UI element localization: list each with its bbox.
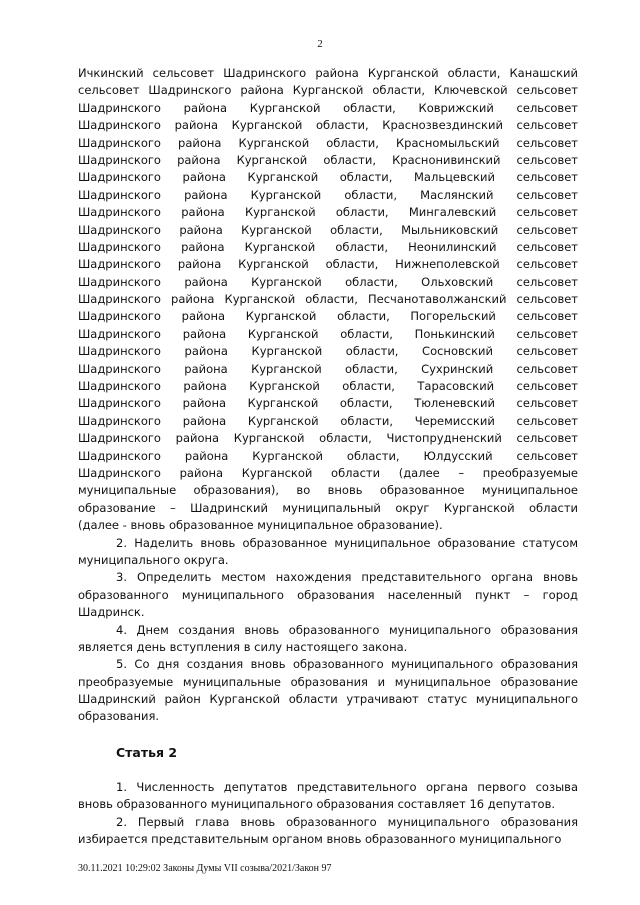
paragraph [78,535,578,570]
paragraph [78,779,578,814]
text-line: вновь образованного муниципального образования составляет 16 депутатов. [78,797,556,812]
text-line: Шадринского района Курганской области, Маслянский сельсовет [78,187,578,202]
text-line: муниципальные образования), во вновь образованное муниципальное [78,483,578,498]
text-line: Шадринск. [78,605,145,620]
text-line: 1. Численность депутатов представительного органа первого созыва [116,779,578,794]
text-line: Шадринского района Курганской области, Мальцевский сельсовет [78,170,578,185]
text-line: (далее - вновь образованное муниципальное образование). [78,518,443,533]
text-line: сельсовет Шадринского района Курганской области, Ключевской сельсовет [78,83,578,98]
text-line: муниципального округа. [78,552,229,567]
text-line: избирается представительным органом вновь образованного муниципального [78,832,562,847]
text-line: Шадринского района Курганской области, Тюленевский сельсовет [78,396,578,411]
text-line: Шадринского района Курганской области, Неонилинский сельсовет [78,239,578,254]
article-1-continuation [78,65,578,535]
text-line: Шадринского района Курганской области, Ольховский сельсовет [78,274,578,289]
document-body [78,65,578,848]
text-line: Шадринского района Курганской области, Нижнеполевской сельсовет [78,257,578,272]
text-line: Шадринского района Курганской области, Погорельский сельсовет [78,309,578,324]
text-line: Ичкинский сельсовет Шадринского района Курганской области, Канашский [78,66,578,80]
paragraph [78,569,578,621]
text-line: Шадринского района Курганской области, Песчанотаволжанский сельсовет [78,292,578,307]
text-line: 5. Со дня создания вновь образованного муниципального образования [116,657,578,672]
text-line: 2. Первый глава вновь образованного муниципального образования [116,814,578,829]
text-line: 4. Днем создания вновь образованного муниципального образования [116,622,578,637]
text-line: Шадринского района Курганской области, Сухринский сельсовет [78,361,578,376]
text-line: Шадринского района Курганской области, Тарасовский сельсовет [78,379,578,394]
text-line: образование – Шадринский муниципальный округ Курганской области [78,500,578,515]
text-line: 3. Определить местом нахождения представительного органа вновь [116,570,578,585]
text-line: образования. [78,709,160,724]
text-line: Шадринского района Курганской области, Краснонивинский сельсовет [78,152,578,167]
text-line: преобразуемые муниципальные образования и муниципальное образование [78,674,578,689]
page-number: 2 [317,38,323,50]
text-line: Шадринского района Курганской области, Мингалевский сельсовет [78,205,578,220]
article-1-paragraphs [78,535,578,726]
text-line: Шадринского района Курганской области, Коврижский сельсовет [78,100,578,115]
text-line: Шадринского района Курганской области, Мыльниковский сельсовет [78,222,578,237]
paragraph [78,814,578,849]
paragraph [78,656,578,726]
text-line: 2. Наделить вновь образованное муниципальное образование статусом [116,535,578,550]
text-line: Шадринского района Курганской области, Красномыльский сельсовет [78,135,578,150]
text-line: Шадринского района Курганской области, Сосновский сельсовет [78,344,578,359]
text-line: Шадринского района Курганской области, Юлдусский сельсовет [78,448,578,463]
text-line: Шадринского района Курганской области, Чистопрудненский сельсовет [78,431,578,446]
text-line: Шадринского района Курганской области (далее – преобразуемые [78,465,578,480]
text-line: Шадринского района Курганской области, Краснозвездинский сельсовет [78,118,578,133]
text-line: Шадринский район Курганской области утрачивают статус муниципального [78,692,578,707]
text-line: образованного муниципального образования населенный пункт – город [78,587,578,602]
article-2-paragraphs [78,779,578,849]
text-line: является день вступления в силу настоящего закона. [78,639,408,654]
document-footer: 30.11.2021 10:29:02 Законы Думы VII созыва/2021/Закон 97 [78,863,332,874]
text-line: Шадринского района Курганской области, Черемисский сельсовет [78,413,578,428]
paragraph [78,622,578,657]
article-heading: Статья 2 [116,744,178,760]
text-line: Шадринского района Курганской области, Понькинский сельсовет [78,326,578,341]
